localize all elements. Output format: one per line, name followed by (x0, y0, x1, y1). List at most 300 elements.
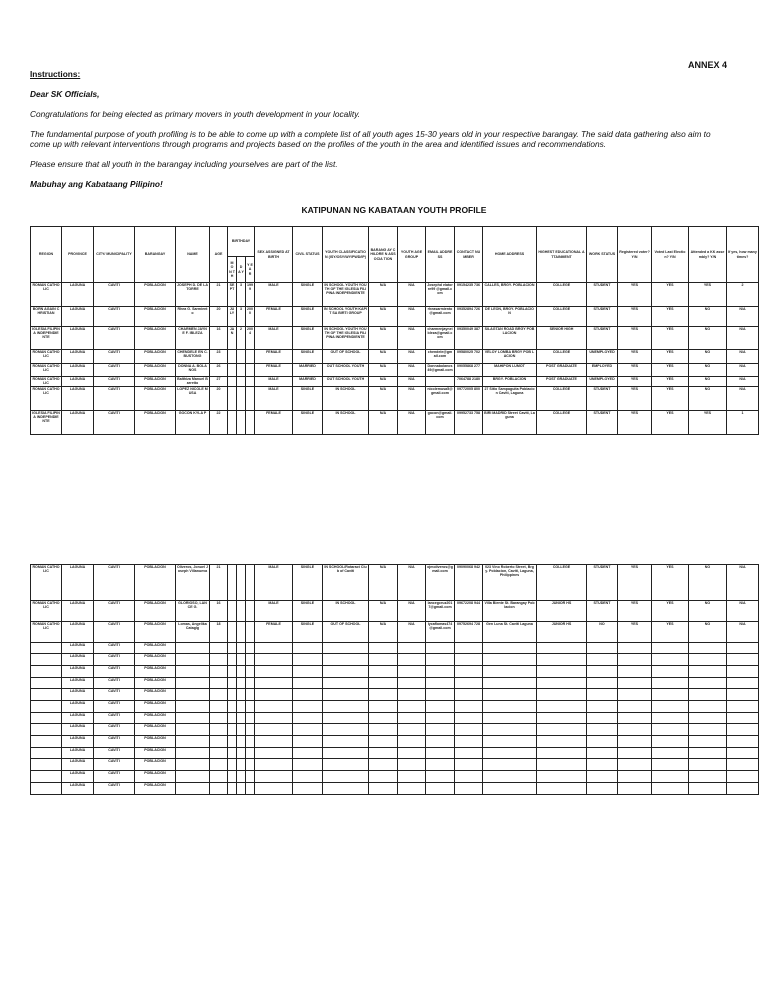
table-cell (323, 689, 369, 701)
table-cell (537, 689, 587, 701)
table-row (31, 678, 759, 689)
table-cell: 09772005 800 (455, 387, 483, 411)
table-cell (228, 689, 237, 701)
table-cell: N/A (398, 601, 426, 622)
table-cell (455, 666, 483, 678)
table-cell (237, 771, 246, 783)
table-cell (228, 601, 237, 622)
table-cell: STUDENT (587, 387, 618, 411)
table-cell (237, 736, 246, 748)
table-cell (369, 666, 398, 678)
table-cell: FEMALE (255, 307, 293, 327)
table-cell (323, 678, 369, 689)
table-cell (426, 678, 455, 689)
table-cell: LAGUNA (62, 601, 94, 622)
table-cell (323, 759, 369, 771)
table-cell: CAVITI (94, 327, 135, 350)
table-cell: 20 (210, 307, 228, 327)
table-cell: NO (689, 350, 727, 364)
table-cell: POBLACION (135, 724, 176, 736)
table-cell (455, 736, 483, 748)
table-cell: LAGUNA (62, 350, 94, 364)
table-cell (689, 736, 727, 748)
table-cell: YES (618, 601, 652, 622)
table-cell: IN SCHOOL (323, 387, 369, 411)
table-cell (237, 387, 246, 411)
table-cell: POBLACION (135, 283, 176, 307)
table-cell: 2 (237, 327, 246, 350)
table-cell (228, 654, 237, 666)
table-cell (426, 736, 455, 748)
table-cell: YES (618, 350, 652, 364)
table-cell: YES (652, 387, 689, 411)
table-cell (426, 748, 455, 759)
table-cell: YES (618, 307, 652, 327)
table-cell: NO (689, 327, 727, 350)
table-cell (228, 678, 237, 689)
header-classification: YOUTH CLASSIFICATION (ISY/OSY/WY/PWD/IP) (323, 227, 369, 283)
table-cell (689, 724, 727, 736)
table-cell (255, 759, 293, 771)
table-cell (31, 701, 62, 713)
table-cell: 16 (210, 601, 228, 622)
header-email: EMAIL ADDRESS (426, 227, 455, 283)
table-cell (210, 666, 228, 678)
table-cell: YES (689, 411, 727, 435)
table-cell: 2 (727, 283, 759, 307)
table-cell: POBLACION (135, 689, 176, 701)
table-cell: LAGUNA (62, 654, 94, 666)
table-cell: SINGLE (293, 283, 323, 307)
table-cell: JULY (228, 307, 237, 327)
table-cell (246, 387, 255, 411)
table-cell: STUDENT (587, 565, 618, 601)
table-row (31, 701, 759, 713)
table-cell (246, 622, 255, 643)
table-row (31, 565, 759, 601)
table-cell: 22 (210, 411, 228, 435)
table-cell: 1 (727, 411, 759, 435)
table-cell (652, 724, 689, 736)
table-cell: N/A (727, 307, 759, 327)
table-cell (537, 678, 587, 689)
youth-profile-table-continued (30, 564, 759, 795)
table-cell: CHENDELE EN C. BUSTONG (176, 350, 210, 364)
table-cell: 18 (210, 622, 228, 643)
table-cell: Donnabolanos49@gmail.com (426, 364, 455, 377)
table-cell: POBLACION (135, 736, 176, 748)
table-cell (176, 748, 210, 759)
table-row (31, 748, 759, 759)
table-cell (237, 601, 246, 622)
table-cell (727, 689, 759, 701)
table-cell (228, 713, 237, 724)
table-cell: UNEMPLOYED (587, 377, 618, 387)
table-cell (455, 678, 483, 689)
table-cell (426, 783, 455, 795)
table-cell: N/A (369, 350, 398, 364)
table-cell: COLLEGE (537, 387, 587, 411)
table-cell: N/A (727, 387, 759, 411)
table-cell (618, 771, 652, 783)
table-cell (652, 748, 689, 759)
table-cell: SILAGTAN ROAD BRGY POBLACION (483, 327, 537, 350)
table-cell: CAVITI (94, 643, 135, 654)
table-cell: LAGUNA (62, 377, 94, 387)
table-cell: 09055868 277 (455, 364, 483, 377)
table-cell (246, 783, 255, 795)
table-cell (255, 771, 293, 783)
greeting: Dear SK Officials, (30, 89, 100, 99)
table-cell: GOCON KYLA P (176, 411, 210, 435)
table-cell (255, 783, 293, 795)
table-cell (246, 736, 255, 748)
table-cell (618, 689, 652, 701)
table-row (31, 783, 759, 795)
table-cell: NO (689, 364, 727, 377)
table-cell (210, 783, 228, 795)
table-cell: CAVITI (94, 783, 135, 795)
table-cell: ROMAN CATHOLIC (31, 622, 62, 643)
table-cell: 7064788 2180 (455, 377, 483, 387)
table-cell: STUDENT (587, 327, 618, 350)
table-cell: CAVITI (94, 601, 135, 622)
table-cell: YES (618, 387, 652, 411)
purpose-text: The fundamental purpose of youth profiling is to be able to come up with a complete list of all youth ages 15-30 years old in your respective barangay. The said data gathering also aim to come up with relevant interventions through programs and projects based on the profiles of the youth in the area and identified issues and recommendations. (30, 129, 711, 149)
table-row (31, 364, 759, 377)
table-cell: YES (618, 327, 652, 350)
table-cell (587, 736, 618, 748)
table-cell (652, 713, 689, 724)
table-cell (176, 736, 210, 748)
table-cell (689, 759, 727, 771)
table-cell (483, 748, 537, 759)
table-cell (689, 748, 727, 759)
table-cell: lancegcruz2017@gmail.com (426, 601, 455, 622)
table-cell (323, 643, 369, 654)
table-cell: N/A (398, 387, 426, 411)
table-cell (652, 678, 689, 689)
table-cell: N/A (727, 601, 759, 622)
table-cell: SINGLE (293, 565, 323, 601)
header-age-group: YOUTH AGE GROUP (398, 227, 426, 283)
table-cell: ROMAN CATHOLIC (31, 601, 62, 622)
table-cell: gocon@gmail.com (426, 411, 455, 435)
congrats-text: Congratulations for being elected as primary movers in youth development in your locality. (30, 109, 361, 119)
table-cell (537, 713, 587, 724)
table-cell (228, 411, 237, 435)
table-cell (228, 724, 237, 736)
table-cell: JUNIOR HS (537, 622, 587, 643)
table-cell (483, 771, 537, 783)
table-cell: POBLACION (135, 411, 176, 435)
table-cell (455, 689, 483, 701)
table-row (31, 283, 759, 307)
table-cell: POBLACION (135, 307, 176, 327)
table-cell: DE LEON, BRGY. POBLACION (483, 307, 537, 327)
table-cell: N/A (369, 411, 398, 435)
table-cell (237, 701, 246, 713)
table-cell: POBLACION (135, 783, 176, 795)
table-cell: N/A (369, 307, 398, 327)
table-row (31, 666, 759, 678)
table-cell (652, 783, 689, 795)
table-cell (689, 654, 727, 666)
table-cell: SENIOR HIGH (537, 327, 587, 350)
table-cell (483, 678, 537, 689)
table-cell (652, 643, 689, 654)
table-cell (398, 654, 426, 666)
table-cell: POBLACION (135, 643, 176, 654)
table-cell: 27 (210, 377, 228, 387)
table-cell: GLORIOSO, LANCE G. (176, 601, 210, 622)
table-cell (246, 713, 255, 724)
table-cell (398, 666, 426, 678)
table-cell: POBLACION (135, 748, 176, 759)
table-cell: COLLEGE (537, 283, 587, 307)
table-cell (455, 748, 483, 759)
table-cell (293, 724, 323, 736)
table-cell (176, 678, 210, 689)
table-cell: 3 (237, 307, 246, 327)
table-cell: N/A (398, 307, 426, 327)
table-cell: N/A (398, 327, 426, 350)
table-cell: LAGUNA (62, 283, 94, 307)
table-cell: YES (618, 565, 652, 601)
table-cell (369, 678, 398, 689)
table-cell: POBLACION (135, 701, 176, 713)
table-cell (293, 701, 323, 713)
table-cell: LAGUNA (62, 713, 94, 724)
table-cell: MALE (255, 283, 293, 307)
table-cell: POBLACION (135, 678, 176, 689)
table-cell (210, 643, 228, 654)
table-cell: BIRI MADRID Street Caviti, Laguna (483, 411, 537, 435)
table-cell (210, 736, 228, 748)
table-cell: Balthiza Manuel Barretto (177, 377, 208, 386)
table-cell: POST GRADUATE (537, 364, 587, 377)
table-cell (323, 666, 369, 678)
table-cell (255, 713, 293, 724)
table-cell: FEMALE (255, 622, 293, 643)
table-cell: lycaflomas474@gmail.com (426, 622, 455, 643)
table-cell (228, 364, 237, 377)
table-cell: 27 Sitio Sampaguita Poblacion Caviti, Laguna (483, 387, 537, 411)
header-region: REGION (31, 227, 62, 283)
table-cell: MALE (255, 565, 293, 601)
table-cell: STUDENT (587, 283, 618, 307)
table-cell (426, 724, 455, 736)
table-cell: CHARMEN JAYNE F. IBLEZA (176, 327, 210, 350)
table-cell: ojmoliveros@gmail.com (426, 565, 455, 601)
table-cell (210, 748, 228, 759)
table-cell: CAVITI (94, 654, 135, 666)
table-cell (323, 724, 369, 736)
table-cell (176, 713, 210, 724)
table-cell (483, 713, 537, 724)
table-row (31, 307, 759, 327)
table-cell (587, 666, 618, 678)
table-cell: N/A (398, 622, 426, 643)
table-cell (176, 643, 210, 654)
table-cell: IN SCHOOL YOUTH YOUTH OF THE IGLESIA FILIPINA INDEPENDIENTE (323, 327, 369, 350)
table-cell (228, 643, 237, 654)
table-cell (293, 654, 323, 666)
table-cell: N/A (398, 364, 426, 377)
table-cell: POBLACION (135, 759, 176, 771)
table-cell: Gen Luna St. Caviti Laguna (483, 622, 537, 643)
table-cell: N/A (369, 565, 398, 601)
table-cell (618, 654, 652, 666)
table-cell: SINGLE (293, 387, 323, 411)
table-cell: Oliveros, Jonuel Joseph Villanueva (176, 565, 210, 601)
header-city: CITY/ MUNICIPALITY (94, 227, 135, 283)
table-cell: IN SCHOOL (323, 601, 369, 622)
table-cell (455, 783, 483, 795)
table-cell (210, 654, 228, 666)
table-cell: YES (618, 283, 652, 307)
table-cell (455, 643, 483, 654)
table-cell (31, 689, 62, 701)
table-cell: CAVITI (94, 283, 135, 307)
table-cell: YES (689, 283, 727, 307)
table-cell (398, 771, 426, 783)
table-cell (398, 678, 426, 689)
table-cell: CAVITI (94, 713, 135, 724)
header-civil-status: CIVIL STATUS (293, 227, 323, 283)
header-contact: CONTACT NUMBER (455, 227, 483, 283)
table-cell (228, 565, 237, 601)
table-cell: YES (652, 283, 689, 307)
table-cell: NO (689, 387, 727, 411)
table-cell: Rhea G. Sarmiento (176, 307, 210, 327)
table-cell (237, 565, 246, 601)
instructions-heading: Instructions: (30, 69, 81, 79)
table-cell: 3 (237, 283, 246, 307)
table-cell: 20 (210, 387, 228, 411)
table-cell: YES (618, 411, 652, 435)
table-cell (727, 771, 759, 783)
table-cell (293, 771, 323, 783)
table-cell (426, 689, 455, 701)
table-cell: N/A (398, 565, 426, 601)
table-cell (31, 748, 62, 759)
table-cell (398, 643, 426, 654)
table-cell: ROMAN CATHOLIC (31, 283, 62, 307)
table-cell: POBLACION (135, 377, 176, 387)
table-cell (176, 654, 210, 666)
table-cell: CAVITI (94, 771, 135, 783)
table-cell: 21 (210, 283, 228, 307)
table-cell (293, 713, 323, 724)
header-birthday: BIRTHDAY (228, 227, 255, 257)
header-province: PROVINCE (62, 227, 94, 283)
table-cell (293, 678, 323, 689)
table-cell: OUT SCHOOL YOUTH (323, 377, 369, 387)
table-cell (727, 748, 759, 759)
table-cell: LAGUNA (62, 678, 94, 689)
table-row (31, 643, 759, 654)
table-cell: POBLACION (135, 771, 176, 783)
table-cell (31, 654, 62, 666)
table-cell (727, 701, 759, 713)
table-cell: LAGUNA (62, 622, 94, 643)
table-cell (31, 713, 62, 724)
table-cell: IGLESIA FILIPINA INDEPENDIENTE (31, 327, 62, 350)
table-cell (587, 678, 618, 689)
table-cell (210, 678, 228, 689)
table-cell (255, 654, 293, 666)
table-cell: LAGUNA (62, 364, 94, 377)
header-attended-assembly: Attended a KK assembly? Y/N (689, 227, 727, 283)
table-cell (237, 724, 246, 736)
table-cell (398, 748, 426, 759)
table-cell (618, 643, 652, 654)
table-cell: VELOY LOMBA BRGY POB LACION (483, 350, 537, 364)
table-cell: N/A (369, 387, 398, 411)
table-cell: NO (689, 565, 727, 601)
table-cell (483, 643, 537, 654)
table-cell (246, 350, 255, 364)
table-cell (587, 771, 618, 783)
table-cell (323, 748, 369, 759)
table-row (31, 327, 759, 350)
table-cell (689, 678, 727, 689)
table-cell: POBLACION (135, 364, 176, 377)
table-cell: N/A (369, 622, 398, 643)
header-registered-voter: Registered voter? Y/N (618, 227, 652, 283)
table-cell (398, 713, 426, 724)
table-cell (618, 724, 652, 736)
table-cell (228, 759, 237, 771)
table-cell: YES (652, 565, 689, 601)
table-cell (228, 748, 237, 759)
page-title: KATIPUNAN NG KABATAAN YOUTH PROFILE (301, 205, 487, 215)
table-cell: 16 (210, 327, 228, 350)
table-row (31, 689, 759, 701)
table-cell (727, 759, 759, 771)
table-cell (618, 666, 652, 678)
table-cell: MALE (255, 387, 293, 411)
table-cell (228, 701, 237, 713)
table-cell (323, 701, 369, 713)
table-row (31, 771, 759, 783)
table-cell: ROMAN CATHOLIC (31, 350, 62, 364)
table-cell: LAGUNA (62, 327, 94, 350)
table-cell (237, 748, 246, 759)
table-cell (293, 736, 323, 748)
table-cell (618, 748, 652, 759)
table-cell: SINGLE (293, 622, 323, 643)
table-cell: Josephd elatorre99 @gmail.com (426, 283, 455, 307)
table-cell: POBLACION (135, 654, 176, 666)
table-cell (323, 736, 369, 748)
table-cell: BORN AGAIN CHRISTIAN (31, 307, 62, 327)
table-cell (483, 783, 537, 795)
table-cell (537, 748, 587, 759)
table-cell: YES (652, 307, 689, 327)
table-cell (255, 748, 293, 759)
table-cell: YES (652, 364, 689, 377)
table-cell (652, 666, 689, 678)
table-cell: LAGUNA (62, 736, 94, 748)
table-cell (426, 654, 455, 666)
table-cell: BRGY. POBLACION (483, 377, 537, 387)
table-cell (323, 654, 369, 666)
table-cell: LAGUNA (62, 643, 94, 654)
table-cell (237, 783, 246, 795)
table-cell: JAN (228, 327, 237, 350)
